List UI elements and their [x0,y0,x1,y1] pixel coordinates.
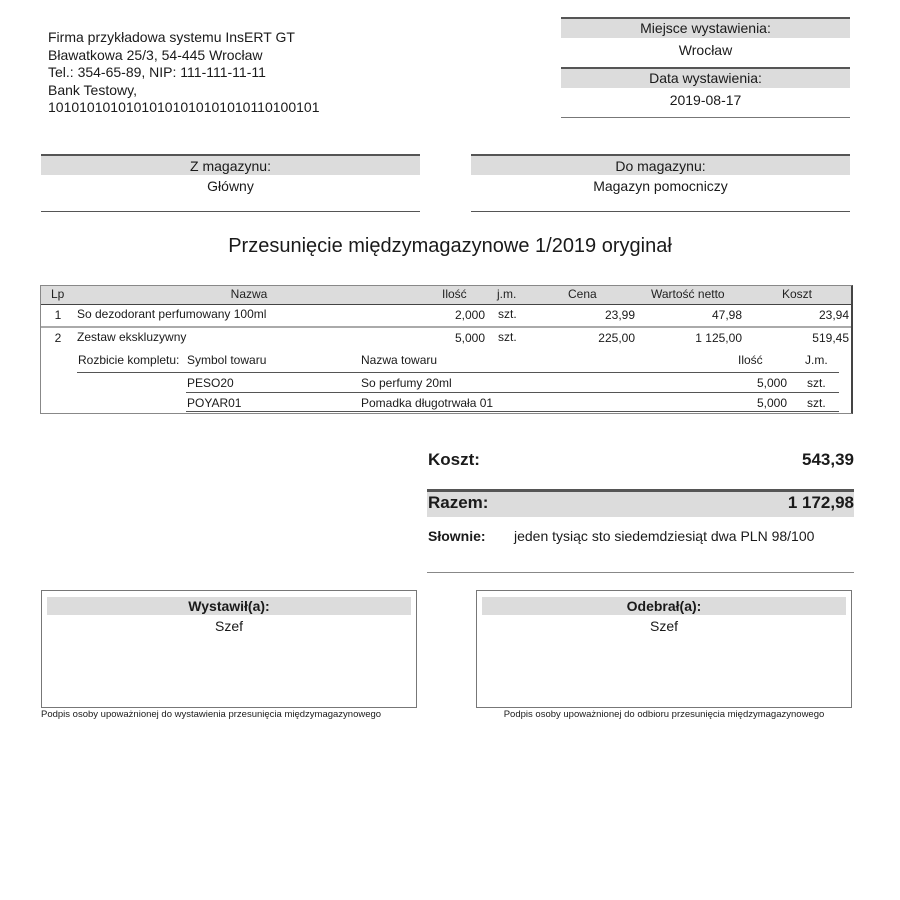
seller-account: 10101010101010101010101010110100101 [48,99,320,115]
kit-col-name: Nazwa towaru [361,353,438,367]
issued-by-value: Szef [214,618,243,634]
issued-by-note: Podpis osoby upoważnionej do wystawienia przesunięcia międzymagazynowego [41,709,382,720]
issue-place-value: Wrocław [678,42,733,58]
kit-item-qty: 5,000 [756,376,787,390]
row-unit: szt. [498,330,517,344]
kit-item-qty: 5,000 [756,396,787,410]
row-unit: szt. [498,307,517,321]
row-name: Zestaw ekskluzywny [77,330,187,344]
col-cost: Koszt [782,287,813,301]
kit-item-symbol: POYAR01 [187,396,242,410]
received-by-value: Szef [649,618,678,634]
row-net-value: 47,98 [711,308,742,322]
row-lp: 2 [54,331,62,345]
col-unit: j.m. [497,287,517,301]
kit-row-divider [186,392,839,393]
kit-item-unit: szt. [807,396,826,410]
amount-in-words-label: Słownie: [428,528,486,544]
row-price: 23,99 [604,308,635,322]
grand-total-value: 1 172,98 [787,493,854,512]
row-price: 225,00 [598,331,635,345]
kit-item-name: Pomadka długotrwała 01 [361,396,494,410]
row-divider [41,326,851,328]
to-warehouse [471,154,850,212]
document-title: Przesunięcie międzymagazynowe 1/2019 oryginał [228,235,672,257]
kit-col-unit: J.m. [805,353,828,367]
seller-phone-nip: Tel.: 354-65-89, NIP: 111-111-11-11 [48,64,266,80]
grand-total-label: Razem: [428,493,489,512]
from-warehouse-value: Główny [41,175,420,212]
received-by-note: Podpis osoby upoważnionej do odbioru przesunięcia międzymagazynowego [503,709,825,720]
to-warehouse-label: Do magazynu: [471,154,850,175]
to-warehouse-value: Magazyn pomocniczy [471,175,850,212]
issued-by-label: Wystawił(a): [47,597,411,615]
issue-date-label: Data wystawienia: [561,67,850,88]
kit-row-divider [186,411,839,412]
issue-info-box [561,17,850,118]
seller-bank: Bank Testowy, [48,81,137,98]
row-qty: 5,000 [454,331,485,345]
col-qty: Ilość [442,287,467,301]
row-name: So dezodorant perfumowany 100ml [77,307,267,321]
row-lp: 1 [54,308,62,322]
issue-place-label: Miejsce wystawienia: [561,17,850,38]
from-warehouse-label: Z magazynu: [41,154,420,175]
col-name: Nazwa [230,287,268,301]
from-warehouse [41,154,420,212]
received-by-label: Odebrał(a): [482,597,846,615]
row-cost: 23,94 [818,308,849,322]
seller-address: Bławatkowa 25/3, 54-445 Wrocław [48,46,263,63]
kit-col-qty: Ilość [738,353,763,367]
col-price: Cena [568,287,597,301]
amount-in-words-value: jeden tysiąc sto siedemdziesiąt dwa PLN 98/100 [514,528,815,544]
col-net-value: Wartość netto [651,287,725,301]
kit-label: Rozbicie kompletu: [78,353,180,367]
kit-item-symbol: PESO20 [187,376,234,390]
kit-item-name: So perfumy 20ml [361,376,452,390]
cost-total-label: Koszt: [428,450,480,469]
row-cost: 519,45 [812,331,849,345]
kit-header-divider [77,372,839,373]
seller-name: Firma przykładowa systemu InsERT GT [48,29,295,45]
seller-info [48,29,319,117]
cost-total-value: 543,39 [802,450,854,469]
items-table [40,285,853,414]
row-qty: 2,000 [454,308,485,322]
divider [427,572,854,573]
issue-date-value: 2019-08-17 [669,92,742,108]
issued-by-box [41,590,417,708]
col-lp: Lp [51,287,65,301]
kit-col-symbol: Symbol towaru [187,353,267,367]
row-net-value: 1 125,00 [695,331,742,345]
divider [561,117,850,118]
kit-item-unit: szt. [807,376,826,390]
received-by-box [476,590,852,708]
